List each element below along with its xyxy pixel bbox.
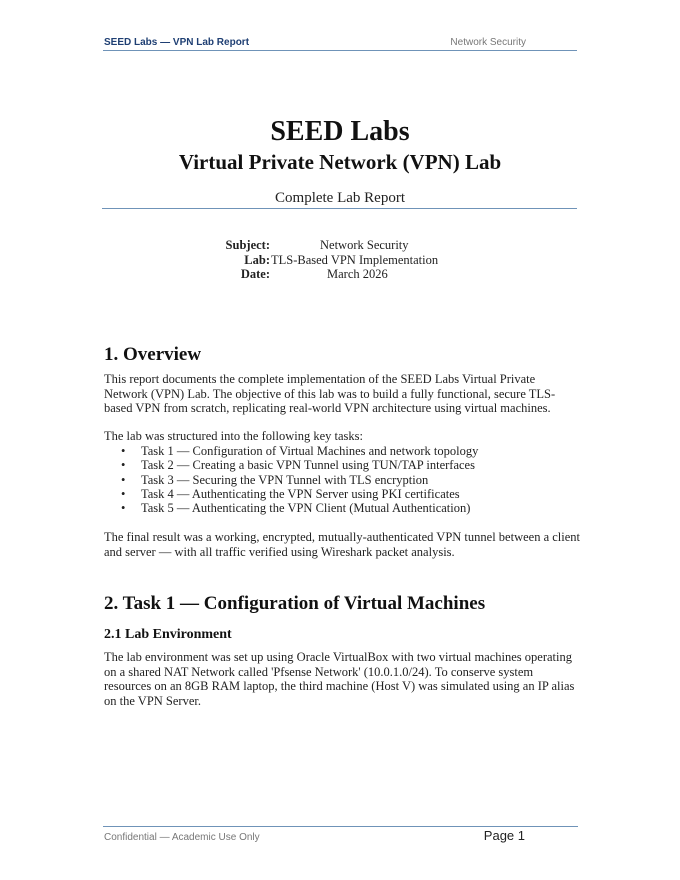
section-heading-task1: 2. Task 1 — Configuration of Virtual Machines: [104, 593, 486, 614]
task-text: Task 3 — Securing the VPN Tunnel with TLS encryption: [141, 472, 429, 487]
meta-label: Lab:: [244, 252, 270, 267]
bullet-icon: •: [121, 458, 126, 473]
task-text: Task 5 — Authenticating the VPN Client (Mutual Authentication): [141, 501, 471, 516]
title-divider: [102, 208, 577, 209]
meta-date: [0, 267, 680, 282]
bullet-icon: •: [121, 472, 126, 487]
report-type: Complete Lab Report: [275, 190, 405, 206]
list-item: [104, 473, 582, 487]
document-meta: [0, 238, 680, 282]
page-number: Page 1: [483, 828, 525, 843]
task-text: Task 1 — Configuration of Virtual Machines and network topology: [141, 444, 479, 458]
page-header: [103, 37, 577, 51]
bullet-icon: •: [121, 486, 126, 501]
meta-value: Network Security: [320, 238, 409, 252]
meta-value: TLS-Based VPN Implementation: [271, 252, 439, 267]
meta-subject: [0, 238, 680, 253]
overview-tasks-intro: The lab was structured into the following key tasks:: [104, 429, 363, 443]
bullet-icon: •: [121, 444, 126, 458]
list-item: [104, 444, 582, 458]
document-title: SEED Labs: [270, 116, 410, 147]
bullet-icon: •: [121, 501, 126, 516]
meta-value: March 2026: [327, 267, 388, 281]
document-subtitle: Virtual Private Network (VPN) Lab: [178, 150, 502, 174]
overview-result-paragraph: The final result was a working, encrypted, mutually-authenticated VPN tunnel between a client and server — with all traffic verified using Wireshark packet analysis.: [104, 530, 581, 559]
task-list: [104, 444, 582, 515]
task-text: Task 4 — Authenticating the VPN Server using PKI certificates: [141, 486, 460, 501]
overview-paragraph: This report documents the complete implementation of the SEED Labs Virtual Private Network (VPN) Lab. The objective of this lab was to build a fully functional, secure TLS-based VPN from scratch, replicating real-world VPN architecture using virtual machines.: [104, 372, 556, 415]
header-subject: Network Security: [450, 37, 526, 48]
meta-label: Subject:: [225, 238, 270, 252]
list-item: [104, 501, 582, 515]
section-heading-overview: 1. Overview: [104, 344, 202, 365]
meta-lab: [0, 253, 680, 268]
meta-label: Date:: [240, 267, 270, 281]
footer-confidential: Confidential — Academic Use Only: [104, 832, 260, 843]
subsection-heading-lab-environment: 2.1 Lab Environment: [104, 627, 232, 642]
header-title: SEED Labs — VPN Lab Report: [104, 37, 250, 48]
lab-environment-paragraph: The lab environment was set up using Oracle VirtualBox with two virtual machines operating on a shared NAT Network called 'Pfsense Network' (10.0.1.0/24). To conserve system resources on an 8GB RAM laptop, the third machine (Host V) was simulated using an IP alias on the VPN Server.: [104, 650, 575, 708]
task-text: Task 2 — Creating a basic VPN Tunnel using TUN/TAP interfaces: [141, 458, 475, 473]
list-item: [104, 487, 582, 501]
page-footer: [103, 826, 578, 845]
list-item: [104, 458, 582, 472]
